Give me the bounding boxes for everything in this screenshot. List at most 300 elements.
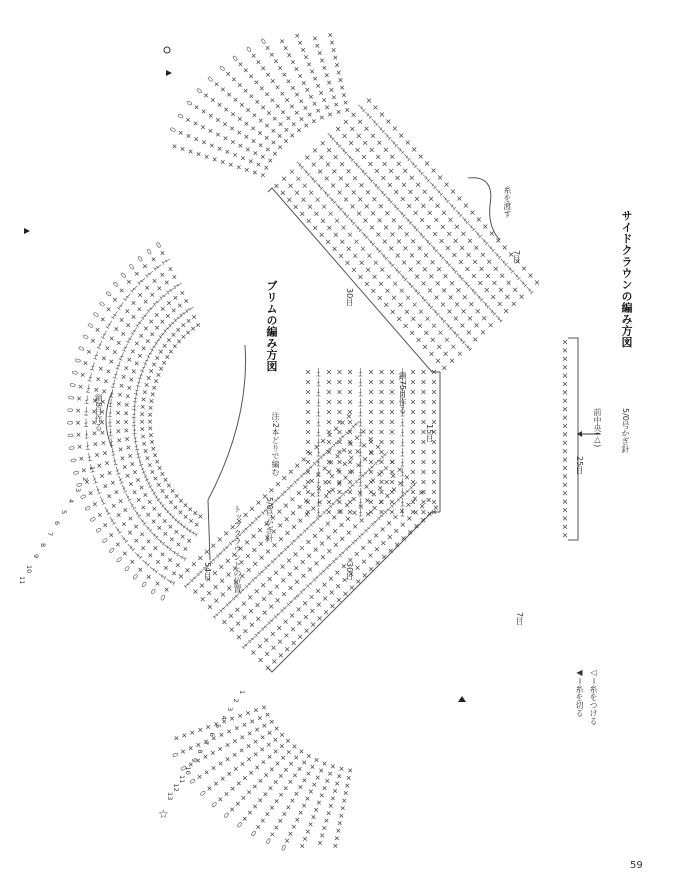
stitch-double bbox=[93, 351, 100, 360]
stitch-x bbox=[174, 506, 178, 510]
stitch-x bbox=[397, 317, 401, 321]
chain-loop bbox=[78, 346, 84, 350]
stitch-x bbox=[212, 736, 216, 740]
stitch-x bbox=[269, 488, 273, 492]
stitch-front-x bbox=[563, 424, 567, 428]
stitch-double bbox=[97, 340, 104, 349]
stitch-double bbox=[401, 458, 405, 466]
stitch-x bbox=[256, 617, 260, 621]
stitch-x bbox=[378, 486, 382, 490]
stitch-x bbox=[238, 714, 242, 718]
stitch-x bbox=[280, 733, 284, 737]
stitch-double bbox=[287, 481, 296, 489]
stitch-x bbox=[169, 350, 173, 354]
side-row-number: 13 bbox=[166, 792, 174, 801]
stitch-x bbox=[130, 378, 134, 382]
chain-loop bbox=[237, 822, 242, 828]
stitch-x bbox=[310, 479, 314, 483]
front-count-label: 25目 bbox=[575, 456, 584, 475]
stitch-x bbox=[328, 772, 332, 776]
stitch-x bbox=[290, 105, 294, 109]
stitch-double bbox=[417, 230, 425, 239]
cut-yarn-triangle-icon bbox=[166, 70, 172, 76]
stitch-x bbox=[394, 529, 398, 533]
stitch-x bbox=[492, 281, 496, 285]
stitch-x bbox=[263, 724, 267, 728]
stitch-x bbox=[235, 726, 239, 730]
stitch-double bbox=[438, 314, 446, 323]
stitch-x bbox=[265, 92, 269, 96]
stitch-x bbox=[143, 264, 147, 268]
stitch-x bbox=[264, 166, 268, 170]
stitch-x bbox=[172, 572, 176, 576]
stitch-x bbox=[253, 562, 257, 566]
chain-loop bbox=[76, 483, 82, 487]
stitch-x bbox=[373, 506, 377, 510]
stitch-x bbox=[340, 162, 344, 166]
chain-loop bbox=[261, 38, 266, 44]
stitch-x bbox=[287, 558, 291, 562]
stitch-x bbox=[343, 462, 347, 466]
stitch-x bbox=[302, 804, 306, 808]
chain-loop bbox=[113, 282, 119, 288]
stitch-x bbox=[276, 482, 280, 486]
page-number: 59 bbox=[630, 860, 643, 871]
stitch-double bbox=[467, 222, 475, 231]
stitch-x bbox=[486, 274, 490, 278]
stitch-double bbox=[294, 591, 303, 599]
stitch-double bbox=[405, 279, 413, 288]
stitch-x bbox=[437, 345, 441, 349]
stitch-x bbox=[422, 510, 426, 514]
stitch-x bbox=[248, 732, 252, 736]
stitch-double bbox=[162, 257, 171, 264]
stitch-x bbox=[232, 78, 236, 82]
stitch-double bbox=[345, 426, 354, 434]
stitch-x bbox=[170, 538, 174, 542]
stitch-double bbox=[499, 257, 507, 266]
side-crown-title: サイドクラウンの編み方図 bbox=[620, 210, 633, 348]
stitch-x bbox=[348, 490, 352, 494]
stitch-x bbox=[311, 765, 315, 769]
stitch-x bbox=[235, 608, 239, 612]
stitch-double bbox=[317, 388, 321, 396]
stitch-double bbox=[345, 542, 354, 550]
stitch-double bbox=[156, 498, 164, 507]
stitch-x bbox=[353, 176, 357, 180]
stitch-x bbox=[165, 281, 169, 285]
stitch-x bbox=[329, 212, 333, 216]
stitch-x bbox=[165, 495, 169, 499]
stitch-x bbox=[359, 183, 363, 187]
stitch-double bbox=[261, 622, 270, 630]
stitch-double bbox=[122, 343, 129, 352]
stitch-x bbox=[380, 430, 384, 434]
stitch-double bbox=[91, 474, 97, 483]
stitch-double bbox=[255, 628, 264, 636]
stitch-x bbox=[161, 307, 165, 311]
stitch-x bbox=[350, 586, 354, 590]
stitch-x bbox=[113, 350, 117, 354]
stitch-x bbox=[358, 197, 362, 201]
side-row-number: 1 bbox=[238, 690, 246, 695]
stitch-x bbox=[244, 513, 248, 517]
stitch-double bbox=[274, 494, 283, 502]
stitch-x bbox=[318, 51, 322, 55]
stitch-x bbox=[237, 635, 241, 639]
stitch-x bbox=[264, 773, 268, 777]
stitch-double bbox=[111, 379, 117, 388]
stitch-x bbox=[369, 510, 373, 514]
stitch-double bbox=[190, 574, 199, 582]
stitch-x bbox=[380, 490, 384, 494]
stitch-x bbox=[318, 841, 322, 845]
stitch-x bbox=[152, 520, 156, 524]
brim-foundation-label: 鎖8目作る bbox=[94, 394, 103, 432]
stitch-x bbox=[370, 148, 374, 152]
stitch-x bbox=[255, 80, 259, 84]
stitch-x bbox=[118, 393, 122, 397]
stitch-x bbox=[266, 46, 270, 50]
stitch-x bbox=[247, 757, 251, 761]
stitch-x bbox=[349, 141, 353, 145]
stitch-x bbox=[380, 400, 384, 404]
stitch-double bbox=[415, 166, 423, 175]
stitch-front-x bbox=[563, 399, 567, 403]
stitch-x bbox=[164, 478, 168, 482]
stitch-x bbox=[284, 786, 288, 790]
stitch-x bbox=[327, 549, 331, 553]
stitch-x bbox=[262, 760, 266, 764]
stitch-x bbox=[338, 774, 342, 778]
stitch-x bbox=[193, 511, 197, 515]
stitch-double bbox=[386, 258, 394, 267]
stitch-x bbox=[325, 105, 329, 109]
stitch-x bbox=[313, 226, 317, 230]
stitch-x bbox=[291, 627, 295, 631]
stitch-x bbox=[306, 450, 310, 454]
stitch-x bbox=[195, 523, 199, 527]
stitch-x bbox=[284, 46, 288, 50]
chain-loop bbox=[147, 249, 152, 255]
stitch-x bbox=[411, 480, 415, 484]
start-circle-icon bbox=[164, 47, 170, 53]
stitch-x bbox=[275, 585, 279, 589]
stitch-x bbox=[338, 460, 342, 464]
stitch-x bbox=[438, 175, 442, 179]
stitch-x bbox=[321, 555, 325, 559]
stitch-x bbox=[312, 162, 316, 166]
stitch-x bbox=[249, 74, 253, 78]
stitch-x bbox=[274, 750, 278, 754]
stitch-x bbox=[244, 89, 248, 93]
attach-yarn-triangle-icon bbox=[24, 228, 30, 234]
stitch-double bbox=[359, 428, 363, 436]
stitch-x bbox=[316, 198, 320, 202]
stitch-x bbox=[255, 100, 259, 104]
stitch-x bbox=[124, 508, 128, 512]
stitch-x bbox=[254, 753, 258, 757]
chain-loop bbox=[75, 358, 81, 362]
stitch-x bbox=[275, 826, 279, 830]
stitch-x bbox=[241, 156, 245, 160]
stitch-x bbox=[226, 150, 230, 154]
stitch-x bbox=[139, 334, 143, 338]
stitch-double bbox=[371, 181, 379, 190]
stitch-x bbox=[377, 141, 381, 145]
stitch-x bbox=[174, 296, 178, 300]
stitch-x bbox=[340, 767, 344, 771]
stitch-double bbox=[401, 448, 405, 456]
stitch-x bbox=[507, 281, 511, 285]
stitch-x bbox=[116, 543, 120, 547]
stitch-x bbox=[369, 490, 373, 494]
stitch-x bbox=[348, 233, 352, 237]
stitch-x bbox=[270, 768, 274, 772]
stitch-double bbox=[133, 551, 142, 559]
stitch-x bbox=[285, 517, 289, 521]
stitch-x bbox=[121, 332, 125, 336]
stitch-x bbox=[227, 772, 231, 776]
legend-cut: ◀＝糸を切る bbox=[575, 668, 584, 717]
stitch-x bbox=[381, 176, 385, 180]
stitch-x bbox=[306, 400, 310, 404]
stitch-x bbox=[123, 465, 127, 469]
stitch-x bbox=[391, 474, 395, 478]
stitch-x bbox=[319, 155, 323, 159]
stitch-x bbox=[147, 376, 151, 380]
stitch-x bbox=[474, 246, 478, 250]
stitch-x bbox=[411, 410, 415, 414]
stitch-x bbox=[348, 420, 352, 424]
side-row-number: 3 bbox=[226, 707, 234, 712]
stitch-x bbox=[442, 288, 446, 292]
stitch-x bbox=[132, 301, 136, 305]
stitch-double bbox=[397, 493, 406, 501]
stitch-x bbox=[308, 568, 312, 572]
stitch-x bbox=[327, 450, 331, 454]
chain-loop bbox=[219, 65, 225, 71]
stitch-x bbox=[183, 734, 187, 738]
stitch-double bbox=[278, 549, 287, 557]
stitch-x bbox=[309, 790, 313, 794]
stitch-front-x bbox=[563, 483, 567, 487]
stitch-x bbox=[243, 615, 247, 619]
stitch-x bbox=[399, 133, 403, 137]
stitch-x bbox=[178, 304, 182, 308]
stitch-front-x bbox=[563, 432, 567, 436]
stitch-double bbox=[390, 499, 399, 507]
stitch-x bbox=[325, 819, 329, 823]
stitch-double bbox=[85, 441, 90, 449]
stitch-x bbox=[422, 410, 426, 414]
stitch-double bbox=[255, 512, 264, 520]
stitch-x bbox=[454, 239, 458, 243]
stitch-x bbox=[204, 755, 208, 759]
stitch-x bbox=[243, 776, 247, 780]
stitch-x bbox=[281, 756, 285, 760]
stitch-x bbox=[236, 802, 240, 806]
stitch-x bbox=[459, 260, 463, 264]
stitch-x bbox=[334, 233, 338, 237]
stitch-x bbox=[148, 463, 152, 467]
stitch-x bbox=[120, 384, 124, 388]
stitch-x bbox=[144, 327, 148, 331]
stitch-x bbox=[226, 743, 230, 747]
stitch-x bbox=[327, 500, 331, 504]
stitch-double bbox=[124, 492, 131, 501]
stitch-double bbox=[359, 438, 363, 446]
stitch-x bbox=[379, 282, 383, 286]
stitch-x bbox=[179, 574, 183, 578]
stitch-double bbox=[352, 536, 361, 544]
stitch-x bbox=[327, 811, 331, 815]
stitch-x bbox=[142, 346, 146, 350]
stitch-x bbox=[381, 527, 385, 531]
stitch-x bbox=[313, 783, 317, 787]
stitch-x bbox=[364, 127, 368, 131]
stitch-x bbox=[107, 494, 111, 498]
stitch-x bbox=[400, 289, 404, 293]
stitch-x bbox=[522, 266, 526, 270]
stitch-x bbox=[145, 383, 149, 387]
stitch-double bbox=[126, 334, 134, 343]
stitch-x bbox=[369, 460, 373, 464]
stitch-x bbox=[316, 44, 320, 48]
stitch-x bbox=[365, 485, 369, 489]
stitch-double bbox=[462, 279, 470, 288]
stitch-x bbox=[239, 144, 243, 148]
stitch-x bbox=[336, 454, 340, 458]
stitch-x bbox=[307, 772, 311, 776]
stitch-x bbox=[320, 794, 324, 798]
stitch-x bbox=[338, 450, 342, 454]
stitch-x bbox=[415, 197, 419, 201]
stitch-x bbox=[252, 139, 256, 143]
stitch-x bbox=[176, 563, 180, 567]
stitch-double bbox=[320, 451, 329, 459]
stitch-x bbox=[451, 189, 455, 193]
stitch-x bbox=[271, 79, 275, 83]
side-row-number: 10 bbox=[184, 766, 192, 775]
stitch-layer bbox=[76, 33, 567, 848]
stitch-x bbox=[149, 554, 153, 558]
stitch-front-x bbox=[563, 365, 567, 369]
stitch-x bbox=[295, 34, 299, 38]
stitch-x bbox=[317, 801, 321, 805]
stitch-x bbox=[337, 110, 341, 114]
stitch-x bbox=[306, 470, 310, 474]
stitch-x bbox=[158, 287, 162, 291]
chain-loop bbox=[151, 588, 156, 594]
stitch-x bbox=[82, 469, 86, 473]
stitch-x bbox=[231, 112, 235, 116]
stitch-double bbox=[494, 314, 502, 323]
stitch-x bbox=[110, 360, 114, 364]
stitch-x bbox=[196, 323, 200, 327]
stitch-x bbox=[79, 385, 83, 389]
stitch-x bbox=[218, 747, 222, 751]
stitch-double bbox=[303, 524, 312, 532]
stitch-double bbox=[317, 438, 321, 446]
stitch-x bbox=[295, 464, 299, 468]
side-row-number: 8 bbox=[196, 749, 204, 754]
chain-loop bbox=[141, 582, 146, 588]
stitch-x bbox=[411, 317, 415, 321]
stitch-x bbox=[303, 837, 307, 841]
side-count-top-label: 7目 bbox=[512, 250, 521, 264]
stitch-x bbox=[276, 104, 280, 108]
stitch-x bbox=[260, 86, 264, 90]
stitch-x bbox=[411, 400, 415, 404]
stitch-x bbox=[441, 302, 445, 306]
stitch-x bbox=[125, 437, 129, 441]
stitch-x bbox=[336, 127, 340, 131]
stitch-x bbox=[481, 253, 485, 257]
stitch-x bbox=[487, 260, 491, 264]
brim-hook-size: 5/0号かぎ針 bbox=[265, 497, 274, 542]
stitch-x bbox=[361, 247, 365, 251]
stitch-x bbox=[482, 316, 486, 320]
stitch-x bbox=[396, 176, 400, 180]
stitch-x bbox=[246, 711, 250, 715]
stitch-x bbox=[194, 122, 198, 126]
stitch-x bbox=[362, 560, 366, 564]
stitch-x bbox=[164, 566, 168, 570]
stitch-x bbox=[330, 474, 334, 478]
stitch-double bbox=[317, 398, 321, 406]
stitch-x bbox=[302, 198, 306, 202]
stitch-x bbox=[260, 748, 264, 752]
stitch-x bbox=[263, 611, 267, 615]
stitch-x bbox=[357, 211, 361, 215]
stitch-x bbox=[386, 119, 390, 123]
stitch-x bbox=[113, 298, 117, 302]
stitch-x bbox=[270, 806, 274, 810]
stitch-x bbox=[367, 98, 371, 102]
stitch-x bbox=[338, 190, 342, 194]
chain-loop bbox=[96, 528, 102, 533]
brim-row-number: 2 bbox=[81, 477, 89, 482]
stitch-x bbox=[229, 614, 233, 618]
stitch-x bbox=[278, 134, 282, 138]
stitch-double bbox=[336, 493, 345, 501]
stitch-x bbox=[181, 147, 185, 151]
stitch-x bbox=[442, 366, 446, 370]
chain-loop bbox=[196, 88, 202, 93]
stitch-x bbox=[347, 776, 351, 780]
stitch-double bbox=[359, 388, 363, 396]
stitch-x bbox=[177, 340, 181, 344]
stitch-x bbox=[289, 586, 293, 590]
stitch-x bbox=[140, 420, 144, 424]
stitch-x bbox=[370, 225, 374, 229]
stitch-x bbox=[323, 762, 327, 766]
chain-loop bbox=[133, 574, 138, 580]
stitch-x bbox=[164, 532, 168, 536]
stitch-double bbox=[108, 516, 116, 525]
stitch-x bbox=[94, 442, 98, 446]
stitch-double bbox=[133, 434, 138, 442]
stitch-x bbox=[385, 211, 389, 215]
stitch-double bbox=[294, 475, 303, 483]
stitch-x bbox=[323, 597, 327, 601]
chain-loop bbox=[281, 845, 286, 851]
stitch-x bbox=[478, 281, 482, 285]
stitch-double bbox=[360, 230, 368, 239]
stitch-front-x bbox=[563, 500, 567, 504]
stitch-x bbox=[298, 505, 302, 509]
